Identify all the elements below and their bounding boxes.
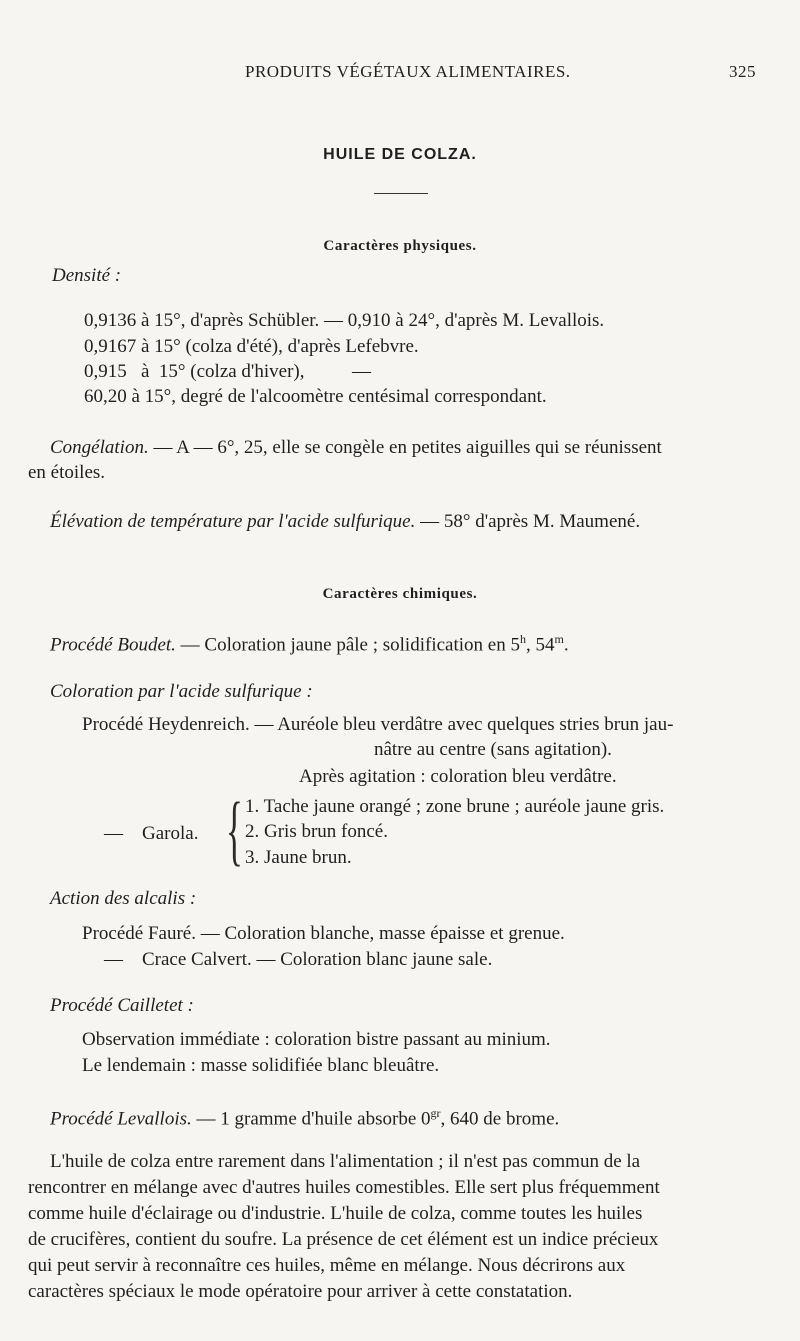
physical-heading: Caractères physiques. xyxy=(323,238,477,254)
page-title: HUILE DE COLZA. xyxy=(323,146,477,163)
paragraph-line-4: de crucifères, contient du soufre. La présence de cet élément est un indice précieux xyxy=(28,1229,659,1250)
density-label: Densité : xyxy=(52,265,122,286)
alkali-label: Action des alcalis : xyxy=(50,888,197,909)
density-line-1: 0,9136 à 15°, d'après Schübler. — 0,910 à 24°, d'après M. Levallois. xyxy=(84,310,605,331)
levallois-gram-sup: gr xyxy=(430,1106,441,1120)
levallois-end: , 640 de brome. xyxy=(440,1108,560,1130)
boudet-label: Procédé Boudet. xyxy=(50,634,176,656)
sulfuric-label: Coloration par l'acide sulfurique : xyxy=(50,681,313,702)
paragraph-line-2: rencontrer en mélange avec d'autres huiles comestibles. Elle sert plus fréquemment xyxy=(28,1177,660,1198)
page-number: 325 xyxy=(729,62,756,81)
paragraph-line-1: L'huile de colza entre rarement dans l'alimentation ; il n'est pas commun de la xyxy=(50,1151,641,1172)
boudet-minute-sup: m xyxy=(554,632,564,646)
elevation-text: — 58° d'après M. Maumené. xyxy=(415,511,641,532)
levallois-line xyxy=(50,1106,559,1130)
title-rule xyxy=(374,193,428,194)
heydenreich-line-1: Procédé Heydenreich. — Auréole bleu verdâtre avec quelques stries brun jau- xyxy=(82,714,674,735)
garola-brace: { xyxy=(226,786,243,873)
garola-label: — Garola. xyxy=(104,823,199,844)
paragraph-line-6: caractères spéciaux le mode opératoire pour arriver à cette constatation. xyxy=(28,1281,573,1302)
garola-item-2: 2. Gris brun foncé. xyxy=(245,821,388,842)
levallois-text: — 1 gramme d'huile absorbe 0 xyxy=(191,1108,431,1130)
congelation-line-1 xyxy=(50,437,662,459)
elevation-label: Élévation de température par l'acide sulfurique. xyxy=(50,511,416,532)
density-line-3: 0,915 à 15° (colza d'hiver), — xyxy=(84,361,371,382)
crace-line: — Crace Calvert. — Coloration blanc jaune sale. xyxy=(104,949,493,970)
congelation-text: — A — 6°, 25, elle se congèle en petites aiguilles qui se réunissent xyxy=(148,437,662,458)
cailletet-line-2: Le lendemain : masse solidifiée blanc bleuâtre. xyxy=(82,1055,440,1076)
boudet-text: — Coloration jaune pâle ; solidification en 5 xyxy=(175,634,520,656)
paragraph-line-3: comme huile d'éclairage ou d'industrie. L'huile de colza, comme toutes les huiles xyxy=(28,1203,643,1224)
boudet-hour-sup: h xyxy=(519,632,526,646)
chemical-heading: Caractères chimiques. xyxy=(322,586,478,602)
levallois-label: Procédé Levallois. xyxy=(50,1108,192,1130)
boudet-line xyxy=(50,632,569,656)
garola-item-3: 3. Jaune brun. xyxy=(245,847,352,868)
elevation-line xyxy=(50,511,640,533)
cailletet-line-1: Observation immédiate : coloration bistre passant au minium. xyxy=(82,1029,551,1050)
congelation-label: Congélation. xyxy=(50,437,149,458)
running-head-title: PRODUITS VÉGÉTAUX ALIMENTAIRES. xyxy=(245,62,571,81)
paragraph-line-5: qui peut servir à reconnaître ces huiles, même en mélange. Nous décrirons aux xyxy=(28,1255,626,1276)
cailletet-label: Procédé Cailletet : xyxy=(50,995,194,1016)
heydenreich-line-2: nâtre au centre (sans agitation). xyxy=(374,739,612,760)
density-line-2: 0,9167 à 15° (colza d'été), d'après Lefebvre. xyxy=(84,336,419,357)
garola-item-1: 1. Tache jaune orangé ; zone brune ; auréole jaune gris. xyxy=(245,796,665,817)
boudet-mid: , 54 xyxy=(525,634,555,656)
density-line-4: 60,20 à 15°, degré de l'alcoomètre centésimal correspondant. xyxy=(84,386,547,407)
faure-line: Procédé Fauré. — Coloration blanche, masse épaisse et grenue. xyxy=(82,923,565,944)
heydenreich-line-3: Après agitation : coloration bleu verdâtre. xyxy=(299,766,617,787)
congelation-line-2: en étoiles. xyxy=(28,462,106,483)
boudet-end: . xyxy=(563,634,569,656)
